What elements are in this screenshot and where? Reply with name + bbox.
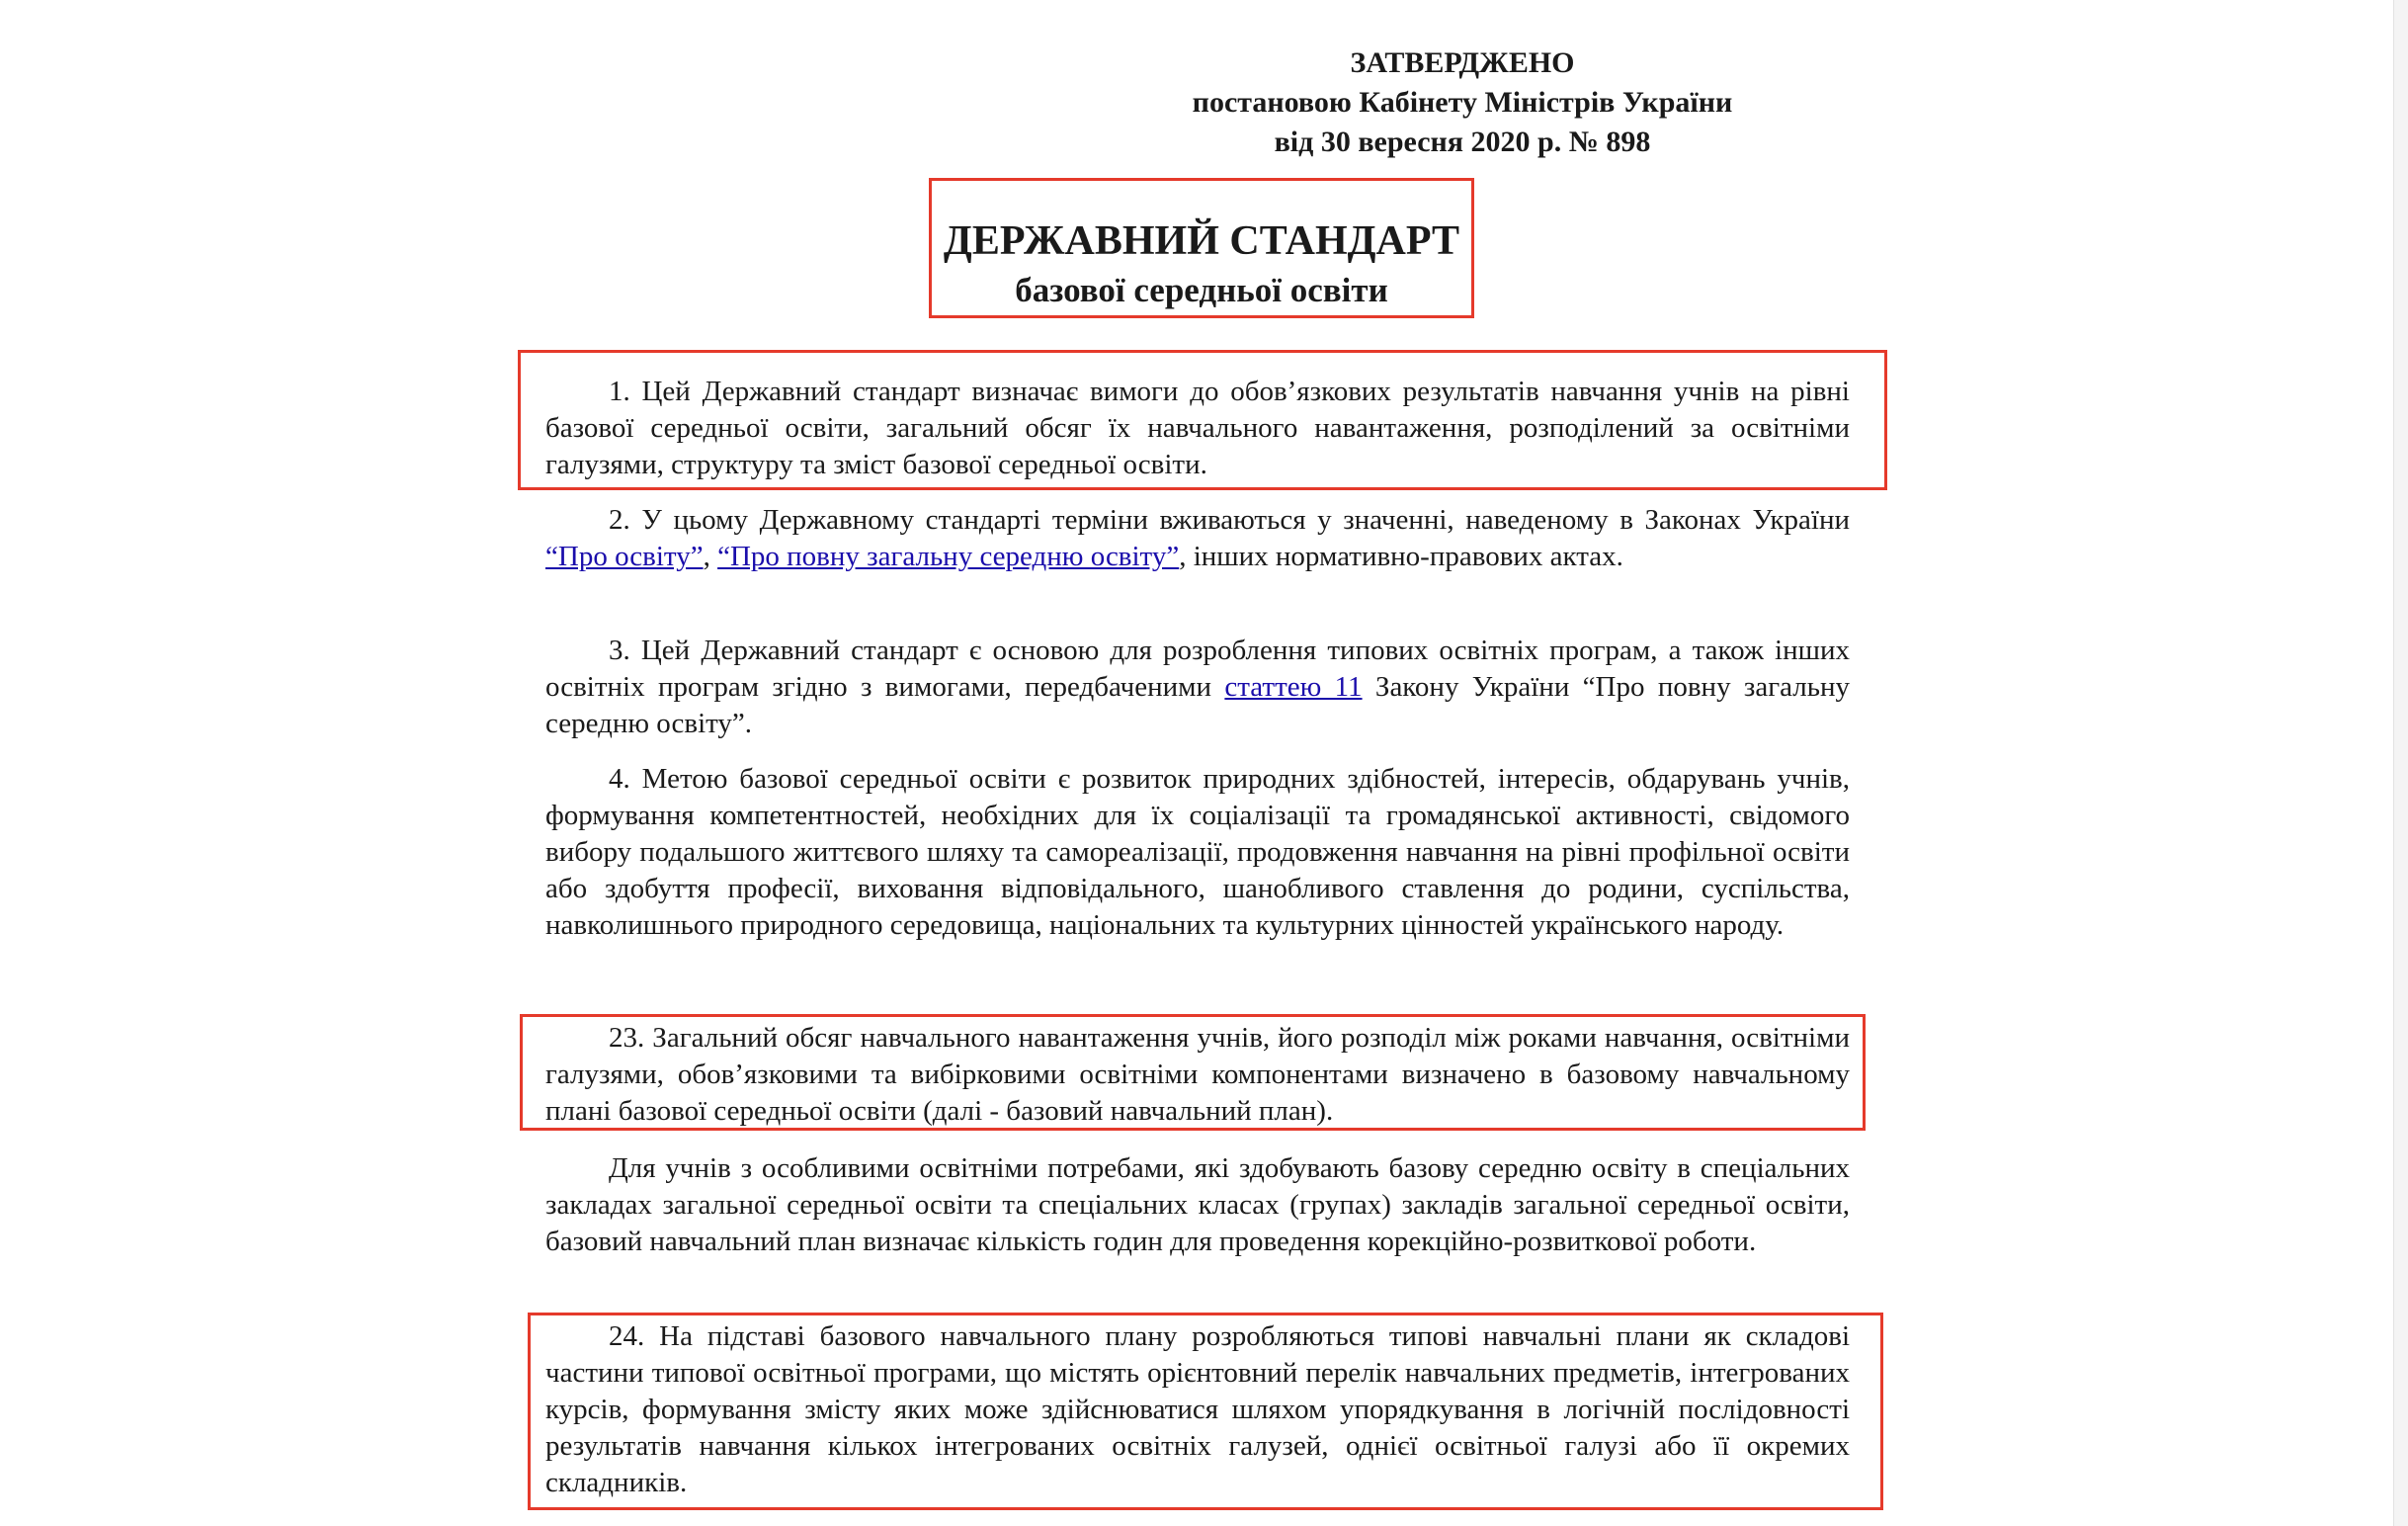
paragraph-23: 23. Загальний обсяг навчального навантаження учнів, його розподіл між роками навчання, освітніми галузями, обов’язковими та вибірковими освітніми компонентами визначено в базовому навчальному плані базової середньої освіти (далі - базовий навчальний план).	[545, 1022, 1850, 1127]
document-title: ДЕРЖАВНИЙ СТАНДАРТ	[943, 218, 1460, 264]
approval-heading: ЗАТВЕРДЖЕНО	[1350, 46, 1575, 79]
document-title-highlight	[929, 178, 1474, 318]
paragraph-1: 1. Цей Державний стандарт визначає вимоги до обов’язкових результатів навчання учнів на рівні базової середньої освіти, загальний обсяг їх навчального навантаження, розподілений за освітніми галузями, структуру та зміст базової середньої освіти.	[545, 376, 1850, 480]
paragraph-24: 24. На підставі базового навчального плану розробляються типові навчальні плани як складові частини типової освітньої програми, що містять орієнтовний перелік навчальних предметів, інтегрованих курсів, формування змісту яких може здійснюватися шляхом упорядкування в логічній послідовності результатів навчання кількох інтегрованих освітніх галузей, однієї освітньої галузі або її окремих складників.	[545, 1320, 1850, 1498]
approval-resolution: постановою Кабінету Міністрів України	[1192, 86, 1733, 119]
approval-block	[1087, 43, 1838, 162]
paragraph-4: 4. Метою базової середньої освіти є розвиток природних здібностей, інтересів, обдарувань учнів, формування компетентностей, необхідних для їх соціалізації та громадянської активності, свідомого вибору подальшого життєвого шляху та самореалізації, продовження навчання на рівні профільної освіти або здобуття професії, виховання відповідального, шанобливого ставлення до родини, суспільства, навколишнього природного середовища, національних та культурних цінностей українського народу.	[545, 763, 1850, 941]
approval-date: від 30 вересня 2020 р. № 898	[1274, 126, 1651, 158]
paragraph-2-separator: ,	[703, 541, 718, 572]
paragraph-2	[545, 502, 1850, 575]
paragraph-23-continued: Для учнів з особливими освітніми потребами, які здобувають базову середню освіту в спеціальних закладах загальної середньої освіти та спеціальних класах (групах) закладів загальної середньої освіти, базовий навчальний план визначає кількість годин для проведення корекційно-розвиткової роботи.	[545, 1152, 1850, 1257]
paragraph-3	[545, 633, 1850, 742]
cropped-gap	[545, 990, 1850, 1002]
paragraph-2-text-end: , інших нормативно-правових актах.	[1179, 541, 1623, 572]
paragraph-3-text-end: Закону України “Про повну загальну середню освіту”.	[545, 671, 1850, 739]
link-law-general-secondary-education[interactable]: “Про повну загальну середню освіту”	[717, 541, 1180, 572]
document-subtitle: базової середньої освіти	[1015, 271, 1388, 309]
paragraph-2-text-start: 2. У цьому Державному стандарті терміни вживаються у значенні, наведеному в Законах України	[609, 504, 1850, 536]
paragraph-3-text-start: 3. Цей Державний стандарт є основою для розроблення типових освітніх програм, а також інших освітніх програм згідно з вимогами, передбаченими	[545, 635, 1850, 703]
link-law-education[interactable]: “Про освіту”	[545, 541, 704, 572]
scrollbar[interactable]	[2393, 0, 2408, 1526]
link-article-11[interactable]: статтею 11	[1224, 671, 1363, 703]
